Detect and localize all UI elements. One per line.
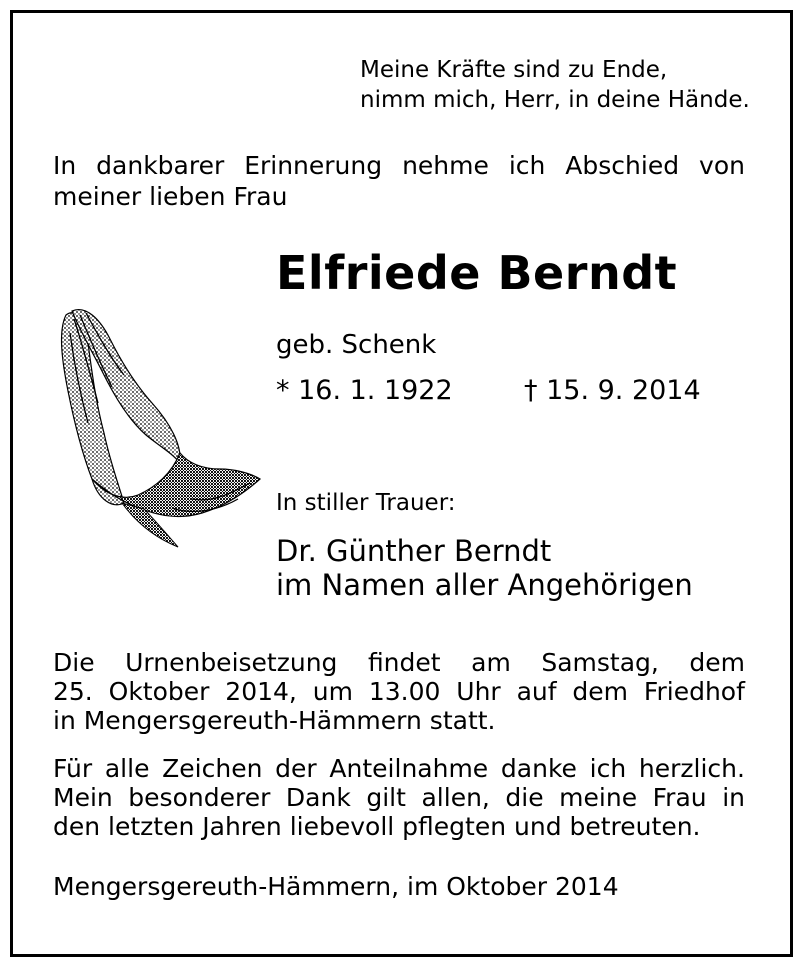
- word: In: [53, 151, 77, 180]
- word: gilt: [366, 783, 406, 812]
- paragraph-line: [53, 648, 745, 677]
- paragraph-line: in Mengersgereuth-Hämmern statt.: [53, 706, 496, 735]
- word: Samstag,: [541, 648, 659, 677]
- paragraph-line: [53, 754, 745, 783]
- word: dem: [572, 677, 629, 706]
- word: Erinnerung: [244, 151, 383, 180]
- word: ich: [508, 151, 546, 180]
- word: Für: [53, 754, 93, 783]
- funeral-paragraph: [53, 648, 745, 735]
- word: alle: [104, 754, 150, 783]
- word: Abschied: [565, 151, 680, 180]
- paragraph-line: den letzten Jahren liebevoll pflegten und betreuten.: [53, 812, 701, 841]
- mourner-line: im Namen aller Angehörigen: [276, 568, 693, 602]
- word: besonderer: [128, 783, 271, 812]
- word: Die: [53, 648, 95, 677]
- word: 25.: [53, 677, 93, 706]
- word: um: [312, 677, 353, 706]
- paragraph-line: [53, 783, 745, 812]
- word: 13.00: [368, 677, 441, 706]
- word: nehme: [402, 151, 489, 180]
- mourners: [276, 534, 693, 602]
- word: die: [505, 783, 544, 812]
- verse-line: Meine Kräfte sind zu Ende,: [360, 57, 668, 83]
- death-date: † 15. 9. 2014: [524, 375, 701, 406]
- birth-date: * 16. 1. 1922: [276, 375, 453, 406]
- intro-line-2: meiner lieben Frau: [53, 182, 288, 211]
- intro-line-1: [53, 150, 745, 181]
- deceased-name: Elfriede Berndt: [276, 246, 678, 300]
- verse-line: nimm mich, Herr, in deine Hände.: [360, 87, 750, 113]
- verse: [360, 55, 750, 115]
- paragraph-line: [53, 677, 745, 706]
- word: Anteilnahme: [329, 754, 489, 783]
- word: Urnenbeisetzung: [125, 648, 338, 677]
- word: am: [471, 648, 511, 677]
- word: 2014,: [225, 677, 297, 706]
- mourning-label: In stiller Trauer:: [276, 490, 456, 516]
- mourner-line: Dr. Günther Berndt: [276, 534, 552, 568]
- word: findet: [367, 648, 441, 677]
- praying-hands-icon: [52, 303, 267, 553]
- word: Frau: [652, 783, 707, 812]
- word: danke: [500, 754, 577, 783]
- word: auf: [516, 677, 557, 706]
- word: in: [722, 783, 745, 812]
- word: allen,: [421, 783, 490, 812]
- intro-text: [53, 150, 745, 212]
- word: der: [275, 754, 317, 783]
- word: dem: [689, 648, 745, 677]
- birth-name: geb. Schenk: [276, 330, 437, 360]
- place-and-date: Mengersgereuth-Hämmern, im Oktober 2014: [53, 872, 619, 901]
- word: Zeichen: [162, 754, 263, 783]
- word: Oktober: [108, 677, 210, 706]
- word: Dank: [285, 783, 351, 812]
- word: ich: [589, 754, 627, 783]
- word: Uhr: [456, 677, 501, 706]
- word: Friedhof: [643, 677, 745, 706]
- life-dates: [276, 375, 701, 406]
- word: Mein: [53, 783, 113, 812]
- word: meine: [559, 783, 638, 812]
- word: von: [699, 151, 745, 180]
- word: dankbarer: [96, 151, 225, 180]
- word: herzlich.: [638, 754, 745, 783]
- thanks-paragraph: [53, 754, 745, 841]
